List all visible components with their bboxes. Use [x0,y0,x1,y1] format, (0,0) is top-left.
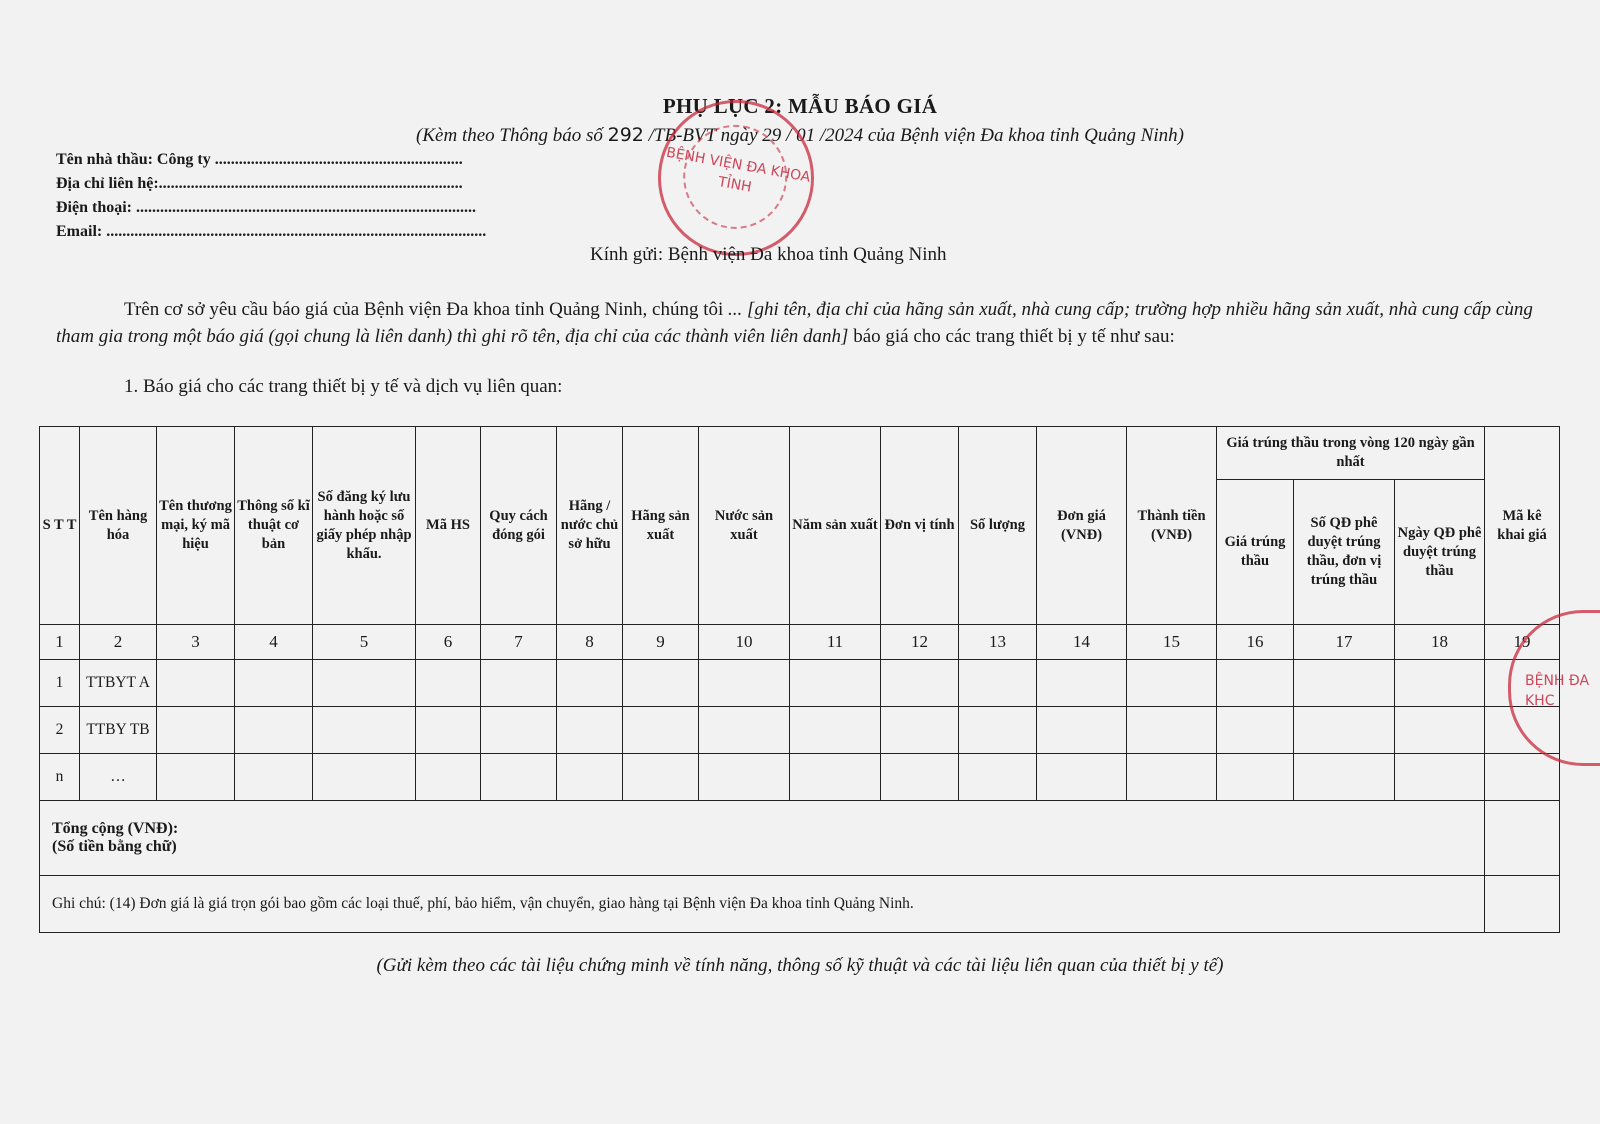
empty-cell [481,707,557,754]
col-hang-nuoc: Hãng / nước chủ sở hữu [557,427,623,625]
col-ten-hang-hoa: Tên hàng hóa [80,427,157,625]
empty-cell [790,707,881,754]
empty-cell [959,754,1037,801]
col-gia-trung-thau: Giá trúng thầu [1217,480,1294,625]
total-label: Tổng cộng (VNĐ): [52,820,179,837]
empty-cell [699,754,790,801]
stamp-text: BỆNH VIỆN ĐA KHOA TỈNH [664,144,812,196]
column-number: 18 [1395,625,1485,660]
empty-cell [1217,754,1294,801]
column-number: 3 [157,625,235,660]
empty-cell [313,754,416,801]
table-row [40,707,1560,754]
empty-cell [1485,876,1560,933]
col-ma-hs: Mã HS [416,427,481,625]
column-number: 4 [235,625,313,660]
column-number: 16 [1217,625,1294,660]
stamp2-text: BỆNH ĐA KHC [1525,673,1590,709]
empty-cell [416,660,481,707]
empty-cell [1294,660,1395,707]
empty-cell [881,660,959,707]
empty-cell [313,707,416,754]
empty-cell [1395,754,1485,801]
column-number: 19 [1485,625,1560,660]
document-title: PHỤ LỤC 2: MẪU BÁO GIÁ [662,94,938,118]
row-stt: 1 [40,660,80,707]
column-number: 9 [623,625,699,660]
empty-cell [313,660,416,707]
section-heading: 1. Báo giá cho các trang thiết bị y tế và dịch vụ liên quan: [124,376,563,397]
col-don-gia: Đơn giá (VNĐ) [1037,427,1127,625]
recipient-line: Kính gửi: Bệnh viện Đa khoa tỉnh Quảng Ninh [590,244,947,265]
column-number: 12 [881,625,959,660]
col-ngay-qd: Ngày QĐ phê duyệt trúng thầu [1395,480,1485,625]
empty-cell [1037,754,1127,801]
empty-cell [623,707,699,754]
row-stt: 2 [40,707,80,754]
col-hang-san-xuat: Hãng sản xuất [623,427,699,625]
col-nam-san-xuat: Năm sản xuất [790,427,881,625]
empty-cell [1127,707,1217,754]
total-words-label: (Số tiền bằng chữ) [52,838,177,855]
empty-cell [416,707,481,754]
column-number: 15 [1127,625,1217,660]
empty-cell [881,707,959,754]
row-stt: n [40,754,80,801]
column-number: 11 [790,625,881,660]
footer-note: (Gửi kèm theo các tài liệu chứng minh về tính năng, thông số kỹ thuật và các tài liệu liên quan của thiết bị y tế) [376,955,1224,976]
empty-cell [1127,754,1217,801]
note-row [40,876,1560,933]
column-number-row [40,625,1560,660]
empty-cell [235,754,313,801]
col-group-gia-trung-thau: Giá trúng thầu trong vòng 120 ngày gần nhất [1217,427,1485,480]
intro-part3: báo giá cho các trang thiết bị y tế như sau: [848,326,1175,347]
column-number: 13 [959,625,1037,660]
contact-block [56,148,486,244]
doc-number-handwritten: 292 [607,124,644,146]
empty-cell [1485,754,1560,801]
subtitle-day: 29 [762,125,782,146]
col-ten-thuong-mai: Tên thương mại, ký mã hiệu [157,427,235,625]
row-item-name: TTBY TB [80,707,157,754]
contractor-field: Tên nhà thầu: Công ty .............................................................. [56,151,463,168]
empty-cell [1037,660,1127,707]
column-number: 10 [699,625,790,660]
col-thanh-tien: Thành tiền (VNĐ) [1127,427,1217,625]
empty-cell [1294,754,1395,801]
col-ma-ke-khai: Mã kê khai giá [1485,427,1560,625]
note-cell: Ghi chú: (14) Đơn giá là giá trọn gói bao gồm các loại thuế, phí, bảo hiểm, vận chuyển, giao hàng tại Bệnh viện Đa khoa tỉnh Quảng Ninh. [40,876,1485,933]
empty-cell [623,754,699,801]
empty-cell [881,754,959,801]
intro-paragraph [56,296,1546,350]
column-number: 17 [1294,625,1395,660]
quotation-table [39,426,1560,933]
column-number: 5 [313,625,416,660]
empty-cell [235,660,313,707]
empty-cell [1217,660,1294,707]
empty-cell [1395,660,1485,707]
col-stt: S T T [40,427,80,625]
table-row [40,754,1560,801]
empty-cell [1037,707,1127,754]
col-nuoc-san-xuat: Nước sản xuất [699,427,790,625]
empty-cell [157,660,235,707]
intro-part1: Trên cơ sở yêu cầu báo giá của Bệnh viện Đa khoa tỉnh Quảng Ninh, chúng tôi [124,299,729,320]
empty-cell [623,660,699,707]
empty-cell [557,754,623,801]
col-don-vi-tinh: Đơn vị tính [881,427,959,625]
empty-cell [481,754,557,801]
empty-cell [1127,660,1217,707]
subtitle-mid1: /TB-BVT ngày [643,125,763,146]
empty-cell [1294,707,1395,754]
subtitle-mid2: / [781,125,797,146]
empty-cell [157,707,235,754]
email-field: Email: ............................................................................................... [56,223,487,240]
empty-cell [557,707,623,754]
address-field: Địa chỉ liên hệ:............................................................................ [56,175,463,192]
column-number: 2 [80,625,157,660]
empty-cell [959,707,1037,754]
col-thong-so: Thông số kĩ thuật cơ bản [235,427,313,625]
empty-cell [235,707,313,754]
intro-part2: ... [ghi tên, địa chỉ của hãng sản xuất, nhà cung cấp; trường hợp nhiều hãng sản xuất, nhà cung cấp cùng tham gia trong một báo giá (gọi chung là liên danh) thì ghi rõ tên, địa chỉ của các thành viên liên danh] [56,299,1533,347]
column-number: 7 [481,625,557,660]
phone-field: Điện thoại: ..................................................................................... [56,199,476,216]
empty-cell [557,660,623,707]
empty-cell [790,660,881,707]
subtitle-before: (Kèm theo Thông báo số [416,125,608,146]
empty-cell [790,754,881,801]
empty-cell [416,754,481,801]
empty-cell [699,660,790,707]
column-number: 14 [1037,625,1127,660]
total-row [40,801,1560,876]
empty-cell [699,707,790,754]
column-number: 6 [416,625,481,660]
table-body [40,625,1560,933]
column-number: 8 [557,625,623,660]
col-so-qd: Số QĐ phê duyệt trúng thầu, đơn vị trúng thầu [1294,480,1395,625]
table-row [40,660,1560,707]
row-item-name: TTBYT A [80,660,157,707]
subtitle-month: 01 [796,125,816,146]
col-quy-cach: Quy cách đóng gói [481,427,557,625]
empty-cell [1217,707,1294,754]
empty-cell [959,660,1037,707]
col-so-luong: Số lượng [959,427,1037,625]
empty-cell [1395,707,1485,754]
empty-cell [1485,801,1560,876]
row-item-name: … [80,754,157,801]
col-so-dang-ky: Số đăng ký lưu hành hoặc số giấy phép nhập khẩu. [313,427,416,625]
empty-cell [481,660,557,707]
total-cell [40,801,1485,876]
subtitle-after: /2024 của Bệnh viện Đa khoa tỉnh Quảng Ninh) [815,125,1184,146]
column-number: 1 [40,625,80,660]
empty-cell [157,754,235,801]
